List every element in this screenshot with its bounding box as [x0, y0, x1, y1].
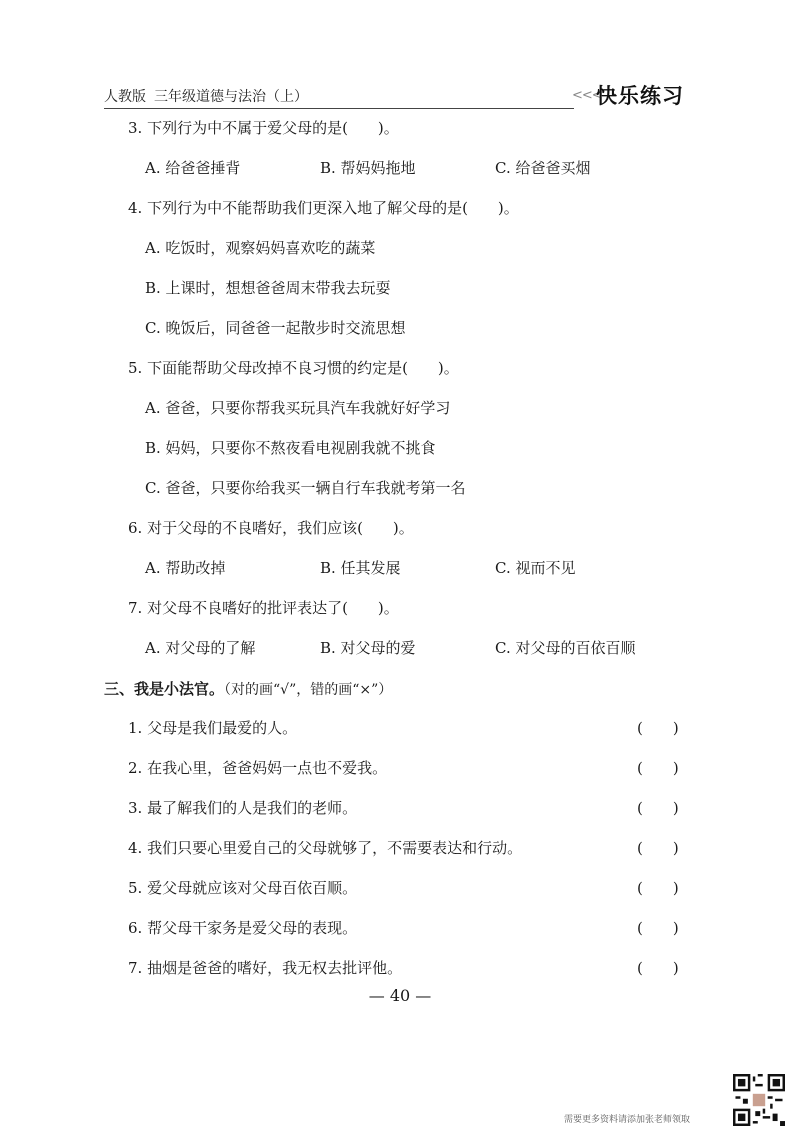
question-3-stem: 3. 下列行为中不属于爱父母的是( )。 [128, 119, 399, 137]
judgment-1-text: 1. 父母是我们最爱的人。 [128, 719, 298, 737]
header-book-title: 三年级道德与法治（上） [154, 89, 308, 105]
question-4-option-a: A. 吃饭时，观察妈妈喜欢吃的蔬菜 [145, 239, 376, 257]
question-4-stem: 4. 下列行为中不能帮助我们更深入地了解父母的是( )。 [128, 199, 519, 217]
header-rule [104, 108, 574, 109]
section-3-title: 三、我是小法官。 [104, 680, 225, 698]
question-3-option-a: A. 给爸爸捶背 [145, 159, 241, 177]
question-7-option-c: C. 对父母的百依百顺 [495, 639, 636, 657]
section-3-note: （对的画“√”，错的画“×”） [224, 682, 393, 698]
judgment-7-answer-blank: ( ) [637, 959, 679, 977]
header-edition: 人教版 [104, 89, 146, 105]
judgment-3-answer-blank: ( ) [637, 799, 679, 817]
judgment-4-answer-blank: ( ) [637, 839, 679, 857]
question-6-option-c: C. 视而不见 [495, 559, 576, 577]
question-3-option-c: C. 给爸爸买烟 [495, 159, 591, 177]
question-5-option-c: C. 爸爸，只要你给我买一辆自行车我就考第一名 [145, 479, 466, 497]
qr-code-icon [733, 1074, 785, 1126]
page-number: — 40 — [368, 986, 432, 1005]
question-5-stem: 5. 下面能帮助父母改掉不良习惯的约定是( )。 [128, 359, 459, 377]
judgment-1-answer-blank: ( ) [637, 719, 679, 737]
question-4-option-c: C. 晚饭后，同爸爸一起散步时交流思想 [145, 319, 406, 337]
header-title: 快乐练习 [596, 84, 684, 108]
question-3-option-b: B. 帮妈妈拖地 [320, 159, 416, 177]
question-7-option-a: A. 对父母的了解 [145, 639, 256, 657]
header-arrows-icon: <<< [572, 88, 602, 103]
judgment-3-text: 3. 最了解我们的人是我们的老师。 [128, 799, 358, 817]
judgment-2-text: 2. 在我心里，爸爸妈妈一点也不爱我。 [128, 759, 388, 777]
judgment-2-answer-blank: ( ) [637, 759, 679, 777]
question-4-option-b: B. 上课时，想想爸爸周末带我去玩耍 [145, 279, 391, 297]
judgment-5-text: 5. 爱父母就应该对父母百依百顺。 [128, 879, 358, 897]
question-5-option-a: A. 爸爸，只要你帮我买玩具汽车我就好好学习 [145, 399, 451, 417]
question-6-option-a: A. 帮助改掉 [145, 559, 226, 577]
judgment-7-text: 7. 抽烟是爸爸的嗜好，我无权去批评他。 [128, 959, 403, 977]
header-book-info [104, 86, 308, 106]
question-6-option-b: B. 任其发展 [320, 559, 401, 577]
page-header [104, 80, 700, 110]
section-3-heading [104, 679, 392, 700]
question-7-stem: 7. 对父母不良嗜好的批评表达了( )。 [128, 599, 399, 617]
question-7-option-b: B. 对父母的爱 [320, 639, 416, 657]
footer-note: 需要更多资料请添加张老师领取 [564, 1115, 691, 1125]
judgment-6-answer-blank: ( ) [637, 919, 679, 937]
judgment-6-text: 6. 帮父母干家务是爱父母的表现。 [128, 919, 358, 937]
judgment-4-text: 4. 我们只要心里爱自己的父母就够了，不需要表达和行动。 [128, 839, 523, 857]
judgment-5-answer-blank: ( ) [637, 879, 679, 897]
question-6-stem: 6. 对于父母的不良嗜好，我们应该( )。 [128, 519, 414, 537]
question-5-option-b: B. 妈妈，只要你不熬夜看电视剧我就不挑食 [145, 439, 436, 457]
